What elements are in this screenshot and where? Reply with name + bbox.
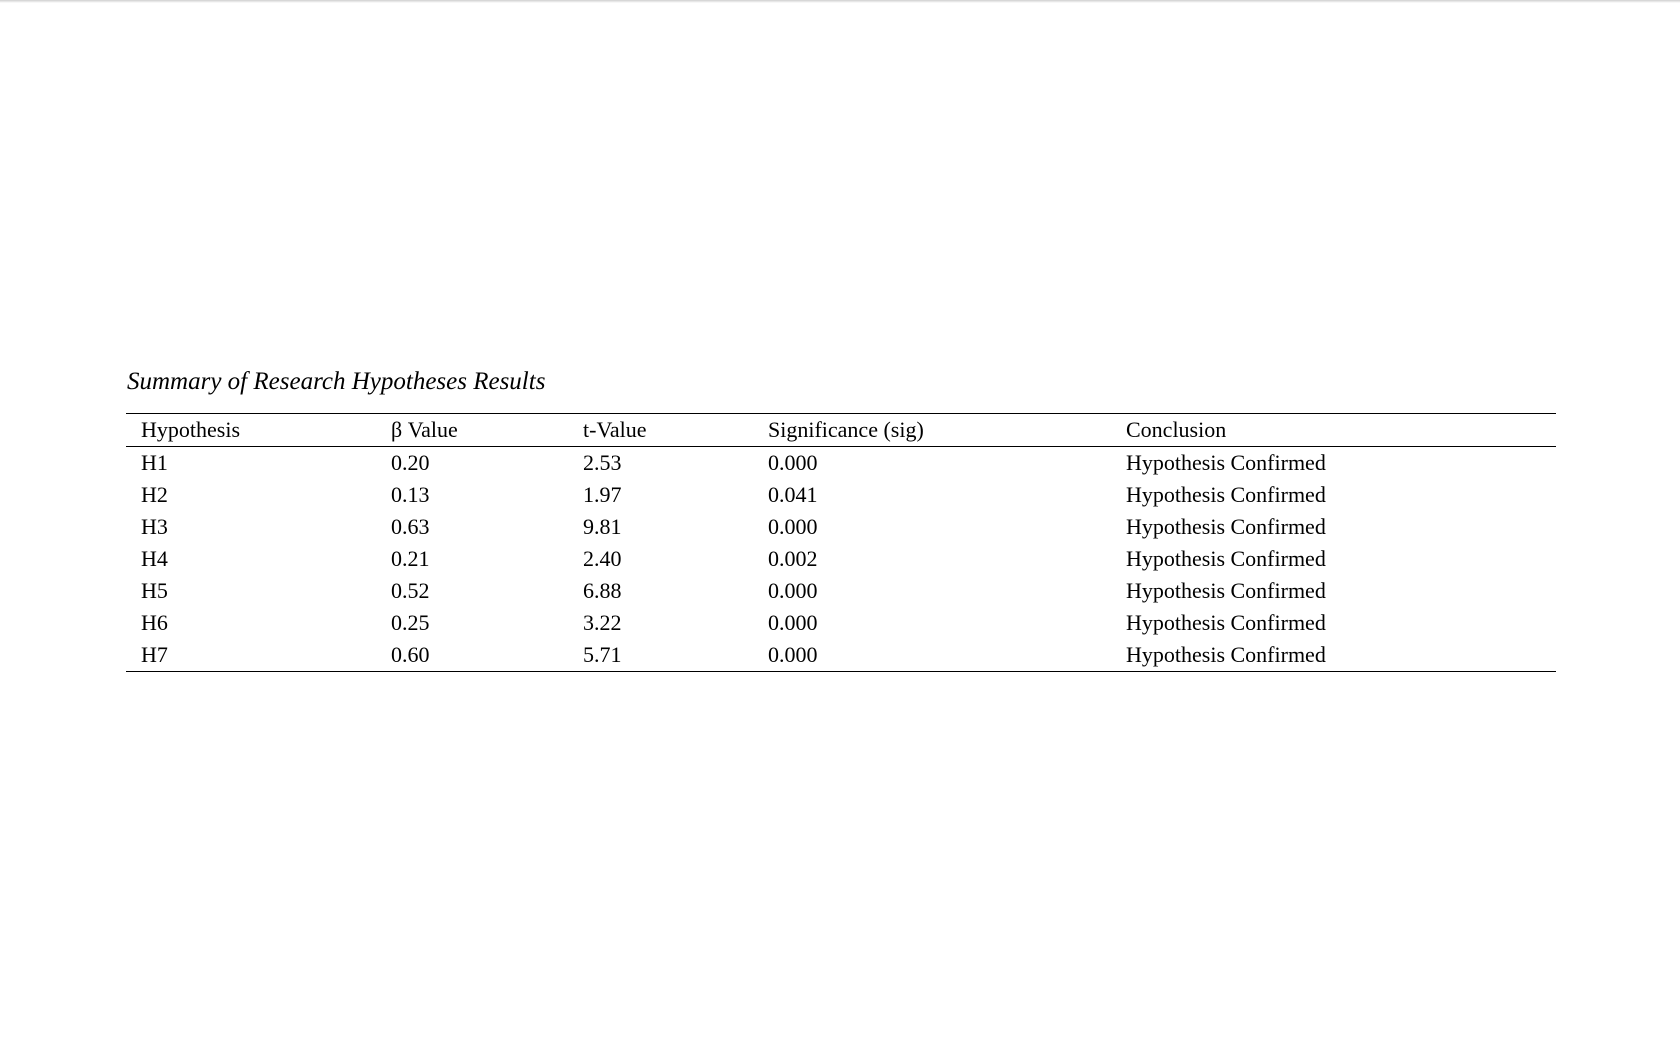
cell-t-value: 1.97 [583, 482, 622, 507]
cell-significance: 0.000 [768, 610, 818, 635]
table-header [126, 414, 1556, 447]
results-table [126, 413, 1556, 672]
cell-significance: 0.002 [768, 546, 818, 571]
table-row [126, 447, 1556, 480]
cell-t-value: 6.88 [583, 578, 622, 603]
cell-hypothesis: H7 [141, 642, 168, 667]
table-row [126, 575, 1556, 607]
cell-significance: 0.000 [768, 578, 818, 603]
cell-conclusion: Hypothesis Confirmed [1126, 610, 1326, 635]
cell-conclusion: Hypothesis Confirmed [1126, 514, 1326, 539]
table-block [126, 365, 1556, 672]
cell-significance: 0.041 [768, 482, 818, 507]
cell-conclusion: Hypothesis Confirmed [1126, 450, 1326, 475]
cell-significance: 0.000 [768, 450, 818, 475]
cell-t-value: 9.81 [583, 514, 622, 539]
cell-beta-value: 0.20 [391, 450, 430, 475]
cell-significance: 0.000 [768, 642, 818, 667]
cell-hypothesis: H1 [141, 450, 168, 475]
cell-hypothesis: H4 [141, 546, 168, 571]
table-row [126, 639, 1556, 672]
table-row [126, 511, 1556, 543]
cell-conclusion: Hypothesis Confirmed [1126, 482, 1326, 507]
table-row [126, 543, 1556, 575]
table-row [126, 607, 1556, 639]
page-top-edge [0, 0, 1680, 3]
cell-significance: 0.000 [768, 514, 818, 539]
table-body [126, 447, 1556, 672]
cell-t-value: 2.53 [583, 450, 622, 475]
cell-beta-value: 0.52 [391, 578, 430, 603]
cell-beta-value: 0.25 [391, 610, 430, 635]
cell-hypothesis: H3 [141, 514, 168, 539]
header-hypothesis: Hypothesis [141, 417, 240, 442]
table-caption: Summary of Research Hypotheses Results [127, 368, 546, 395]
cell-t-value: 5.71 [583, 642, 622, 667]
cell-conclusion: Hypothesis Confirmed [1126, 546, 1326, 571]
cell-t-value: 2.40 [583, 546, 622, 571]
cell-hypothesis: H5 [141, 578, 168, 603]
header-beta-value: β Value [391, 417, 458, 442]
cell-beta-value: 0.21 [391, 546, 430, 571]
cell-conclusion: Hypothesis Confirmed [1126, 578, 1326, 603]
table-row [126, 479, 1556, 511]
header-conclusion: Conclusion [1126, 417, 1227, 442]
cell-conclusion: Hypothesis Confirmed [1126, 642, 1326, 667]
cell-t-value: 3.22 [583, 610, 622, 635]
header-t-value: t-Value [583, 417, 647, 442]
cell-beta-value: 0.13 [391, 482, 430, 507]
header-row [126, 414, 1556, 447]
cell-beta-value: 0.60 [391, 642, 430, 667]
cell-hypothesis: H6 [141, 610, 168, 635]
cell-beta-value: 0.63 [391, 514, 430, 539]
cell-hypothesis: H2 [141, 482, 168, 507]
header-significance: Significance (sig) [768, 417, 924, 442]
